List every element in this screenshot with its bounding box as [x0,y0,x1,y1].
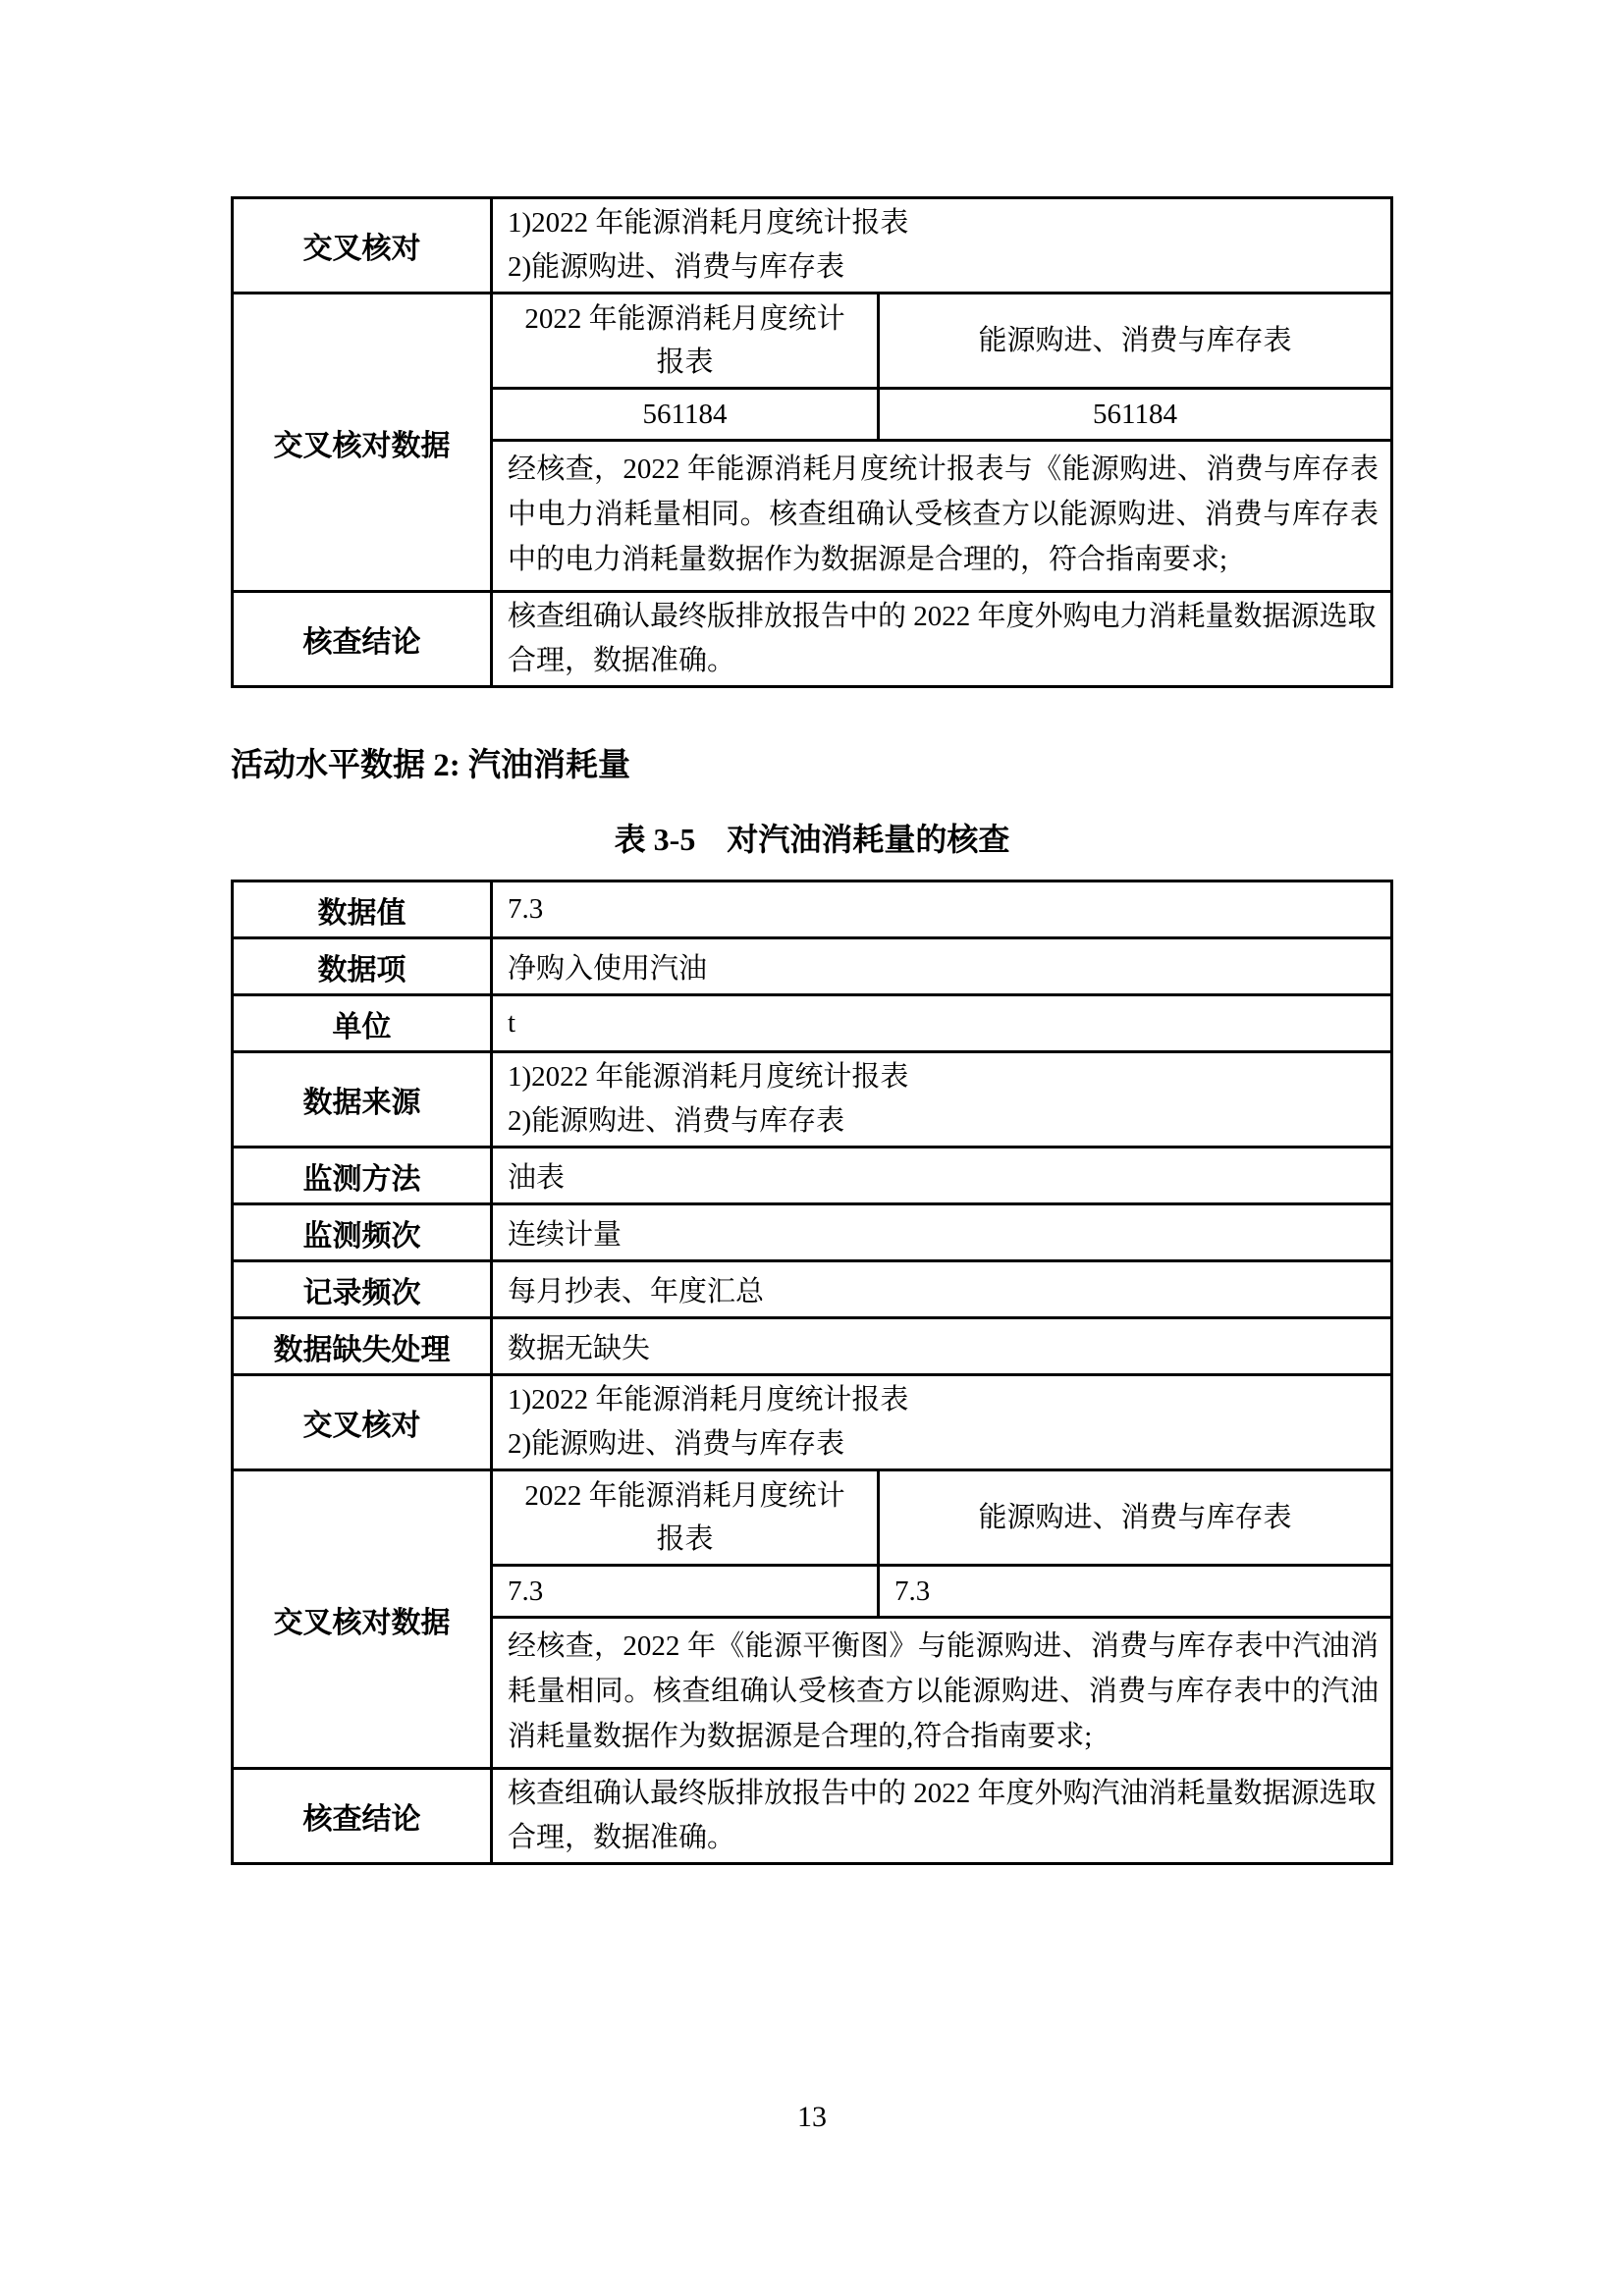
electricity-verification-table [231,196,1393,688]
table-row-monitor-frequency [234,1202,1390,1259]
sub-header-source-a: 2022 年能源消耗月度统计报表 [493,294,880,387]
cross-check-note: 经核查，2022 年《能源平衡图》与能源购进、消费与库存表中汽油消耗量相同。核查组确认受核查方以能源购进、消费与库存表中的汽油消耗量数据作为数据源是合理的,符合指南要求; [493,1616,1390,1767]
row-label: 监测频次 [234,1205,493,1259]
cross-check-data-cell [493,1471,1390,1767]
page-content [231,0,1393,1865]
source-item: 1)2022 年能源消耗月度统计报表 [508,1061,909,1093]
table-row-cross-check-data [234,1468,1390,1767]
row-value: 每月抄表、年度汇总 [508,1276,765,1308]
table-row-data-source [234,1050,1390,1146]
row-label: 核查结论 [234,1770,493,1862]
sub-header-row [493,1471,1390,1564]
row-label: 数据缺失处理 [234,1319,493,1373]
row-label: 数据项 [234,939,493,993]
sub-value-row [493,1564,1390,1616]
row-value: 连续计量 [508,1219,623,1251]
gasoline-verification-table [231,880,1393,1865]
table-row-data-value [234,882,1390,936]
row-label: 数据来源 [234,1053,493,1146]
sub-header-source-b: 能源购进、消费与库存表 [978,1502,1292,1533]
table-row-missing-data [234,1316,1390,1373]
sub-header-source-a: 2022 年能源消耗月度统计报表 [493,1471,880,1564]
sub-value-source-b: 7.3 [894,1575,931,1607]
source-item: 1)2022 年能源消耗月度统计报表 [508,207,909,239]
source-item: 2)能源购进、消费与库存表 [508,1105,845,1137]
source-item: 1)2022 年能源消耗月度统计报表 [508,1384,909,1415]
row-label: 交叉核对数据 [234,294,493,590]
row-value: 数据无缺失 [508,1333,651,1364]
source-item: 2)能源购进、消费与库存表 [508,1428,845,1460]
source-item: 2)能源购进、消费与库存表 [508,251,845,283]
table-row-monitor-method [234,1146,1390,1202]
sub-header-row [493,294,1390,387]
section-heading: 活动水平数据 2: 汽油消耗量 [231,748,630,783]
row-value: 7.3 [508,893,544,925]
row-label: 单位 [234,996,493,1050]
row-label: 数据值 [234,882,493,936]
table-row-conclusion [234,590,1390,685]
row-label: 监测方法 [234,1148,493,1202]
cross-check-data-cell [493,294,1390,590]
sub-value-source-a: 561184 [493,390,880,439]
cross-check-note: 经核查，2022 年能源消耗月度统计报表与《能源购进、消费与库存表中电力消耗量相同。核查组确认受核查方以能源购进、消费与库存表中的电力消耗量数据作为数据源是合理的，符合指南要求; [493,439,1390,590]
row-value: 油表 [508,1162,566,1194]
row-label: 交叉核对 [234,199,493,292]
sub-value-source-a: 7.3 [493,1567,880,1616]
table-title: 表 3-5 对汽油消耗量的核查 [614,822,1010,857]
table-row-record-frequency [234,1259,1390,1316]
sub-header-source-b: 能源购进、消费与库存表 [978,325,1292,356]
data-sources [493,1053,1390,1146]
row-value: t [508,1007,516,1039]
cross-check-sources [493,1376,1390,1468]
cross-check-sources [493,199,1390,292]
table-row-conclusion [234,1767,1390,1862]
row-label: 核查结论 [234,593,493,685]
table-row-cross-check [234,199,1390,292]
table-row-cross-check-data [234,292,1390,590]
sub-value-row [493,387,1390,439]
page-number: 13 [797,2101,827,2133]
table-row-cross-check [234,1373,1390,1468]
table-row-data-item [234,936,1390,993]
row-label: 记录频次 [234,1262,493,1316]
row-label: 交叉核对数据 [234,1471,493,1767]
row-label: 交叉核对 [234,1376,493,1468]
conclusion-text: 核查组确认最终版排放报告中的 2022 年度外购汽油消耗量数据源选取合理，数据准确。 [508,1778,1377,1853]
sub-value-source-b: 561184 [1093,398,1177,430]
conclusion-text: 核查组确认最终版排放报告中的 2022 年度外购电力消耗量数据源选取合理，数据准确。 [508,601,1377,676]
table-row-unit [234,993,1390,1050]
row-value: 净购入使用汽油 [508,953,708,985]
